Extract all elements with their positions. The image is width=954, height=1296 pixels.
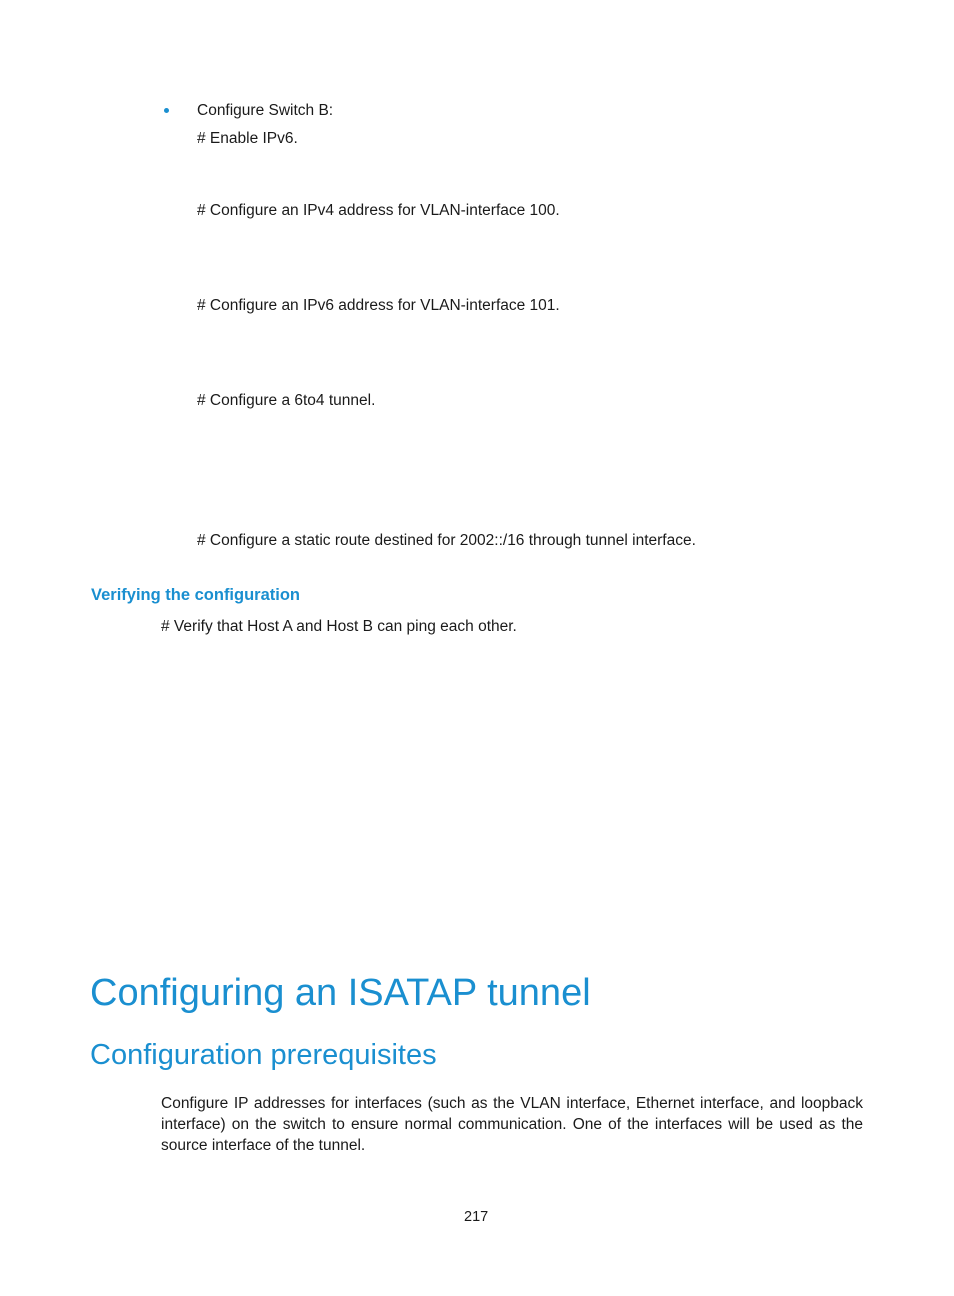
step-static-route: # Configure a static route destined for 2002::/16 through tunnel interface.	[197, 532, 696, 549]
page-number: 217	[464, 1209, 489, 1225]
chapter-title: Configuring an ISATAP tunnel	[90, 972, 591, 1014]
verify-text: # Verify that Host A and Host B can ping each other.	[161, 618, 517, 635]
step-enable-ipv6: # Enable IPv6.	[197, 130, 298, 147]
step-ipv6-address: # Configure an IPv6 address for VLAN-interface 101.	[197, 297, 560, 314]
step-6to4-tunnel: # Configure a 6to4 tunnel.	[197, 392, 376, 409]
section-title: Configuration prerequisites	[90, 1039, 437, 1071]
prerequisites-paragraph: Configure IP addresses for interfaces (such as the VLAN interface, Ethernet interface, and loopback interface) on the switch to ensure normal communication. One of the interfaces will be used as the source interface of the tunnel.	[161, 1095, 863, 1154]
bullet-icon	[164, 108, 169, 113]
verify-heading: Verifying the configuration	[91, 586, 301, 604]
switch-b-bullet-label: Configure Switch B:	[197, 102, 334, 119]
step-ipv4-address: # Configure an IPv4 address for VLAN-interface 100.	[197, 202, 560, 219]
